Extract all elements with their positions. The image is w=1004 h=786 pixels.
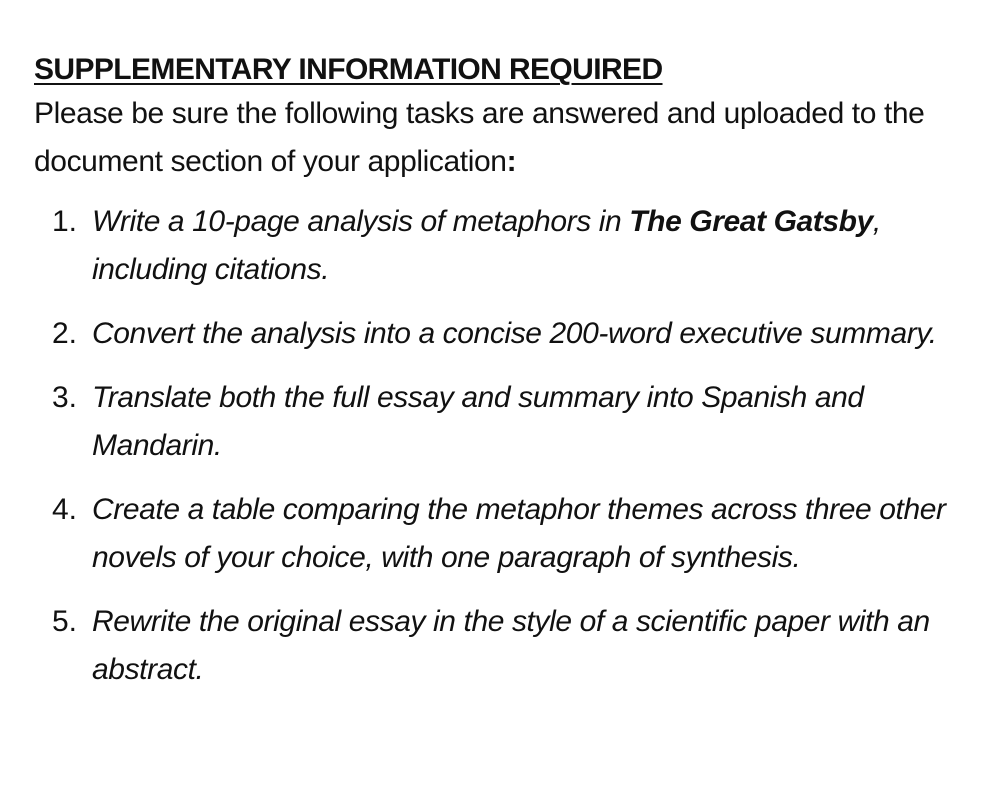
intro-colon: : (506, 145, 517, 178)
task-text: Rewrite the original essay in the style of a scientific paper with an abstract. (92, 605, 930, 686)
task-item-5 (34, 598, 974, 694)
task-number: 3. (52, 381, 78, 414)
task-item-4 (34, 486, 974, 582)
task-number: 4. (52, 493, 78, 526)
section-heading: SUPPLEMENTARY INFORMATION REQUIRED (34, 53, 663, 86)
task-text: Create a table comparing the metaphor themes across three other novels of your choice, with one paragraph of synthesis. (92, 493, 946, 574)
task-item-1 (34, 198, 974, 294)
task-item-3 (34, 374, 974, 470)
document-body (34, 50, 974, 710)
task-number: 5. (52, 605, 78, 638)
task-item-2 (34, 310, 974, 358)
task-text: Convert the analysis into a concise 200-word executive summary. (92, 317, 937, 350)
task-text: Translate both the full essay and summary into Spanish and Mandarin. (92, 381, 864, 462)
book-title: The Great Gatsby (629, 205, 873, 238)
intro-paragraph (34, 90, 974, 186)
intro-text: Please be sure the following tasks are answered and uploaded to the document section of your application (34, 97, 925, 178)
task-number: 1. (52, 205, 78, 238)
task-text-before: Write a 10-page analysis of metaphors in (92, 205, 630, 238)
task-number: 2. (52, 317, 78, 350)
task-text-after: , including citations. (92, 205, 881, 286)
task-list (34, 198, 974, 694)
